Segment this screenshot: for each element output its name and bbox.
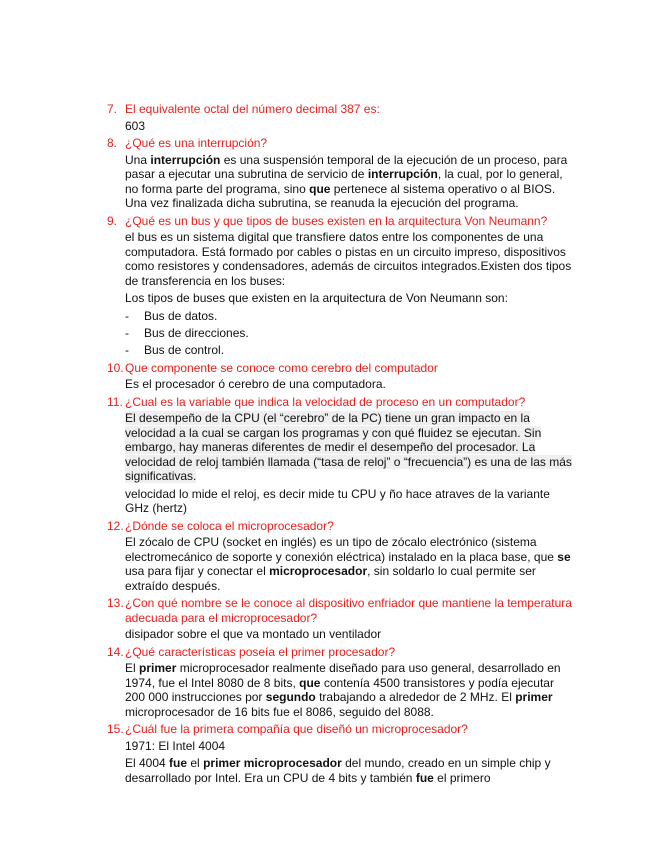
question-heading (107, 102, 577, 117)
question-number: 15. (107, 722, 124, 736)
answer-bold-text: primer (139, 661, 177, 675)
answer-block (125, 411, 577, 516)
answer-text: contenía 4500 transistores y podía ejecutar 200 000 instrucciones por (125, 675, 554, 704)
answer-bold-text: que (309, 181, 331, 196)
answer-text: El zócalo de CPU (socket en inglés) es un tipo de zócalo electrónico (sistema electromecánico de soporte y conexión eléctrica) instalado en la placa base, que (125, 535, 558, 564)
question-heading (107, 136, 577, 151)
question-heading (107, 722, 577, 737)
answer-bold-text: primer microprocesador (203, 756, 342, 770)
answer-block (125, 535, 577, 593)
question-number: 11. (107, 394, 123, 409)
question-item (107, 214, 577, 358)
question-item (107, 645, 577, 720)
answer-text: El (125, 661, 140, 675)
answer-bold-text: primer (515, 690, 553, 704)
dash-bullet-icon: - (125, 342, 129, 357)
answer-bold-text: fue (415, 770, 434, 785)
answer-text: pertenece al sistema operativo o al BIOS. Una vez finalizada dicha subrutina, se reanuda la ejecución del programa. (125, 181, 556, 210)
question-heading (107, 361, 577, 376)
question-text: ¿Con qué nombre se le conoce al dispositivo enfriador que mantiene la temperatura adecuada para el microprocesador? (125, 596, 572, 625)
answer-block (125, 661, 577, 719)
answer-text: usa para fijar y conectar el (125, 564, 270, 578)
answer-text: , la cual, por lo general, no forma parte del programa, sino (125, 167, 563, 196)
question-number: 13. (107, 596, 124, 610)
answer-paragraph (125, 535, 577, 593)
question-number: 7. (107, 102, 118, 116)
question-number: 14. (107, 644, 124, 659)
answer-text: El desempeño de la CPU (el “cerebro” de la PC) tiene un gran impacto en la velocidad a la cual se cargan los programas y con qué fluidez se ejecutan. Sin embargo, hay maneras diferentes de medir el desempeño del procesador. La velocidad de reloj también llamada (“tasa de reloj” o “frecuencia”) es una de las más significativas. (125, 411, 572, 483)
answer-paragraph (125, 487, 577, 516)
question-text: ¿Dónde se coloca el microprocesador? (125, 518, 334, 533)
question-text: ¿Qué es una interrupción? (125, 136, 268, 150)
answer-block (125, 377, 577, 392)
question-item (107, 395, 577, 516)
answer-text: 603 (125, 118, 146, 133)
question-item (107, 136, 577, 211)
question-list (107, 99, 577, 788)
answer-text: Es el procesador ó cerebro de una computadora. (125, 377, 386, 391)
answer-text: , sin soldarlo lo cual permite ser extraído después. (125, 564, 536, 593)
list-item (125, 326, 577, 341)
answer-bold-text: segundo (265, 690, 316, 704)
question-item (107, 722, 577, 785)
list-item-text: Bus de datos. (144, 308, 218, 323)
answer-bold-text: que (299, 675, 321, 690)
answer-text: microprocesador realmente diseñado para uso general, desarrollado en 1974, fue el Intel 8080 de 8 bits, (125, 661, 561, 690)
bus-type-list (125, 309, 577, 358)
answer-bold-text: interrupción (150, 152, 221, 167)
answer-text: del mundo, creado en un simple chip y desarrollado por Intel. Era un CPU de 4 bits y también (125, 756, 551, 785)
question-heading (107, 596, 577, 625)
dash-bullet-icon: - (125, 325, 129, 340)
question-number: 12. (107, 518, 124, 533)
question-heading (107, 519, 577, 534)
answer-paragraph (125, 377, 577, 392)
question-text: ¿Qué características poseía el primer procesador? (125, 644, 396, 659)
question-text: ¿Cuál fue la primera compañía que diseñó un microprocesador? (125, 722, 468, 736)
question-heading (107, 645, 577, 660)
answer-paragraph (125, 230, 577, 288)
question-heading (107, 214, 577, 229)
question-text: ¿Cual es la variable que indica la velocidad de proceso en un computador? (125, 394, 526, 409)
question-item (107, 102, 577, 133)
answer-paragraph (125, 291, 577, 306)
question-heading (107, 395, 577, 410)
answer-block (125, 230, 577, 358)
list-item (125, 309, 577, 324)
answer-text: es una suspensión temporal de la ejecución de un proceso, para pasar a ejecutar una subrutina de servicio de (125, 152, 568, 181)
answer-bold-text: interrupción (367, 167, 438, 181)
answer-text: disipador sobre el que va montado un ventilador (125, 627, 382, 641)
answer-bold-text: fue (169, 756, 188, 770)
answer-paragraph (125, 411, 577, 484)
answer-paragraph (125, 661, 577, 719)
answer-text: el (187, 756, 204, 770)
question-item (107, 519, 577, 594)
answer-paragraph (125, 153, 577, 211)
answer-block (125, 739, 577, 786)
question-number: 10. (107, 360, 124, 375)
answer-paragraph (125, 119, 577, 134)
answer-bold-text: microprocesador (269, 564, 368, 578)
answer-text: Los tipos de buses que existen en la arquitectura de Von Neumann son: (125, 291, 508, 305)
answer-text: el primero (433, 770, 491, 785)
question-item (107, 361, 577, 392)
answer-text: el bus es un sistema digital que transfiere datos entre los componentes de una computadora. Está formado por cables o pistas en un circuito impreso, dispositivos como resistores y condensadores, además de circuitos integrados.Existen dos tipos de transferencia en los buses: (125, 230, 572, 288)
answer-text: velocidad lo mide el reloj, es decir mide tu CPU y ño hace atraves de la variante GHz (hertz) (125, 486, 550, 515)
question-text: El equivalente octal del número decimal 387 es: (125, 102, 380, 116)
question-text: Que componente se conoce como cerebro del computador (125, 360, 438, 375)
answer-text: El 4004 (125, 756, 170, 770)
question-text: ¿Qué es un bus y que tipos de buses existen en la arquitectura Von Neumann? (125, 213, 548, 228)
answer-paragraph (125, 739, 577, 754)
list-item-text: Bus de control. (144, 342, 225, 357)
answer-bold-text: se (557, 549, 571, 564)
dash-bullet-icon: - (125, 308, 129, 323)
question-item (107, 596, 577, 642)
answer-text: 1971: El Intel 4004 (125, 738, 226, 753)
list-item-text: Bus de direcciones. (144, 325, 249, 340)
answer-text: Una (125, 152, 151, 167)
answer-text: microprocesador de 16 bits fue el 8086, seguido del 8088. (125, 704, 434, 719)
question-number: 8. (107, 136, 118, 150)
answer-block (125, 119, 577, 134)
answer-block (125, 153, 577, 211)
answer-paragraph (125, 756, 577, 785)
question-number: 9. (107, 213, 118, 228)
answer-text: trabajando a alrededor de 2 MHz. El (315, 690, 516, 704)
list-item (125, 343, 577, 358)
answer-paragraph (125, 627, 577, 642)
answer-block (125, 627, 577, 642)
